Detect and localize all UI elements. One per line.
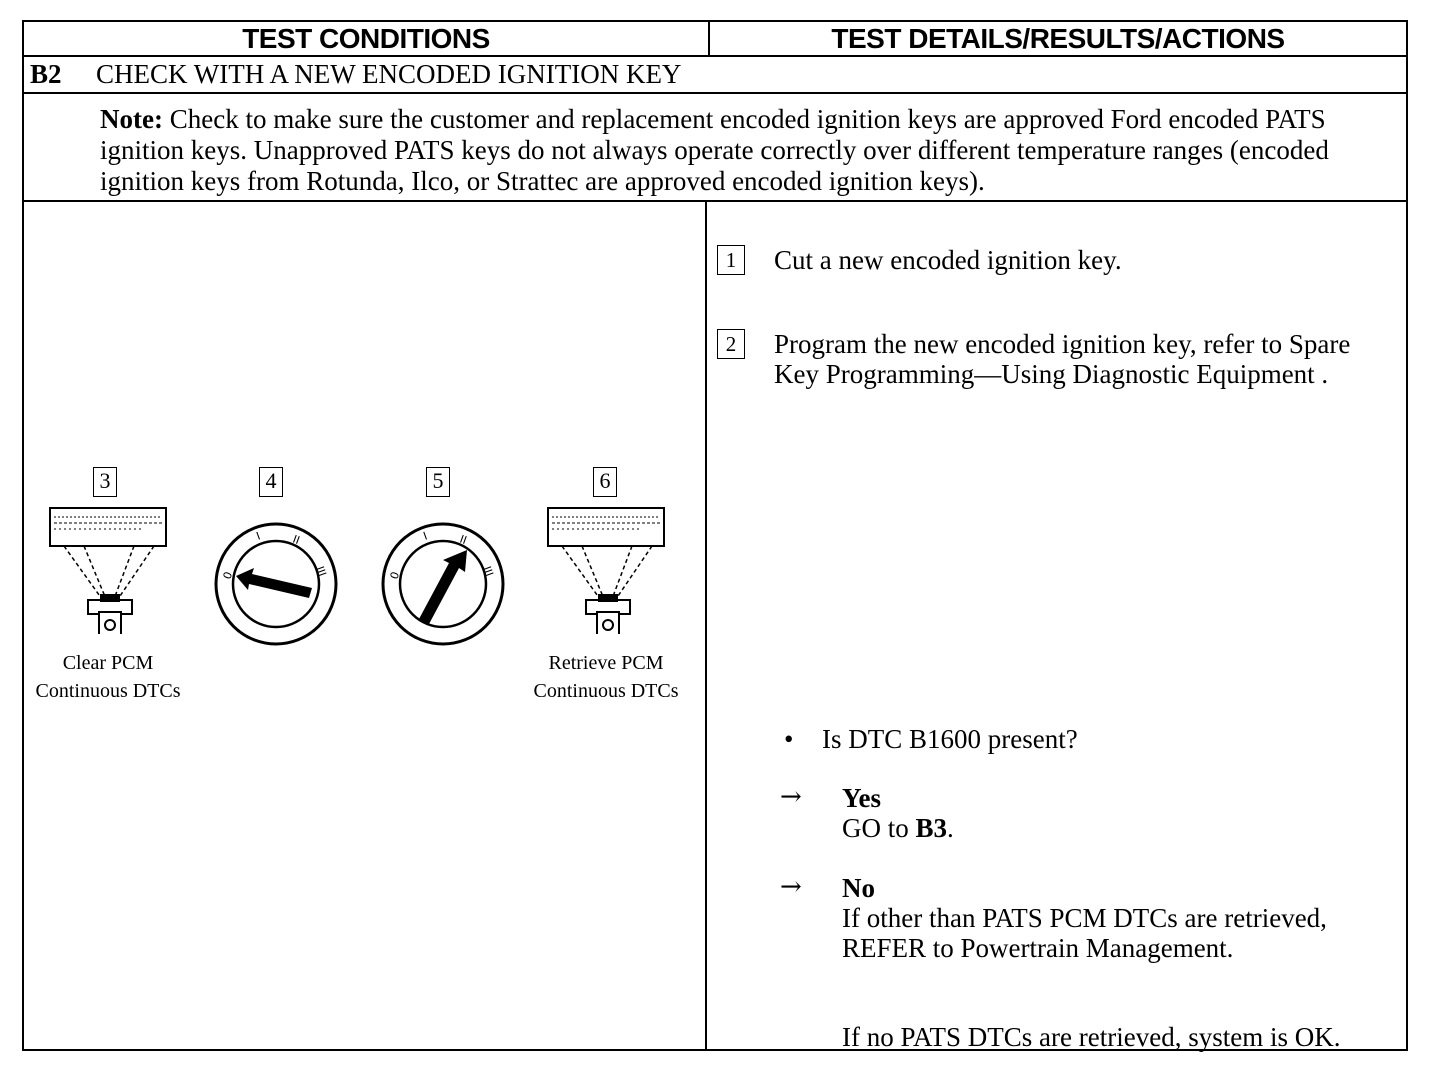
figure-label-3: 3	[93, 467, 117, 497]
note-paragraph	[100, 104, 1400, 197]
scan-tool-icon	[44, 504, 174, 634]
caption-clear-pcm	[24, 649, 192, 705]
note-row	[24, 94, 1406, 202]
test-procedure-table	[22, 20, 1408, 1051]
figure-label-5: 5	[426, 467, 450, 497]
ignition-switch-off-icon	[212, 520, 340, 648]
position-ii-label: II	[457, 532, 469, 548]
position-iii-label: III	[480, 564, 496, 579]
caption-retrieve-pcm	[520, 649, 692, 705]
step-title: CHECK WITH A NEW ENCODED IGNITION KEY	[96, 59, 682, 89]
position-ii-label: II	[290, 532, 302, 548]
caption-retrieve-line2: Continuous DTCs	[533, 680, 679, 702]
ignition-switch-run-icon	[379, 520, 507, 648]
scan-tool-icon	[542, 504, 672, 634]
step-code: B2	[30, 59, 62, 89]
caption-retrieve-line1: Retrieve PCM	[548, 652, 664, 674]
no-label: No	[842, 873, 875, 903]
step-text-1: Cut a new encoded ignition key.	[774, 245, 1122, 275]
header-test-details: TEST DETAILS/RESULTS/ACTIONS	[831, 22, 1285, 54]
yes-action	[842, 813, 1382, 843]
yes-label: Yes	[842, 783, 881, 813]
column-divider	[705, 202, 707, 1051]
step-title-row	[24, 57, 1406, 94]
note-label: Note:	[100, 104, 163, 134]
header-test-conditions: TEST CONDITIONS	[24, 22, 710, 55]
question-text: Is DTC B1600 present?	[822, 724, 1078, 754]
question-bullet: •	[784, 724, 794, 754]
step-number-2: 2	[717, 329, 745, 359]
figure-label-6: 6	[593, 467, 617, 497]
step-text-2: Program the new encoded ignition key, refer to Spare Key Programming—Using Diagnostic Equipment .	[774, 329, 1351, 389]
no-action-1: If other than PATS PCM DTCs are retrieved, REFER to Powertrain Management.	[842, 903, 1327, 963]
no-arrow-icon: →	[780, 872, 802, 902]
position-0-label: 0	[387, 570, 403, 582]
step-number-1: 1	[717, 245, 745, 275]
table-header	[24, 22, 1406, 57]
yes-go-prefix: GO to	[842, 813, 909, 843]
caption-clear-line1: Clear PCM	[62, 652, 154, 674]
position-i-label: I	[254, 529, 263, 543]
yes-go-target: B3	[915, 813, 948, 843]
position-iii-label: III	[313, 564, 329, 579]
yes-arrow-icon: →	[780, 782, 802, 812]
caption-clear-line2: Continuous DTCs	[35, 680, 181, 702]
yes-go-suffix: .	[947, 813, 954, 843]
no-action-2: If no PATS DTCs are retrieved, system is OK.	[842, 1022, 1341, 1052]
position-i-label: I	[421, 529, 430, 543]
figure-label-4: 4	[259, 467, 283, 497]
position-0-label: 0	[220, 570, 236, 582]
note-text: Check to make sure the customer and replacement encoded ignition keys are approved Ford encoded PATS ignition keys. Unapproved PATS keys do not always operate correctly over different temperature ranges (encoded ignition keys from Rotunda, Ilco, or Strattec are approved encoded ignition keys).	[100, 104, 1329, 196]
